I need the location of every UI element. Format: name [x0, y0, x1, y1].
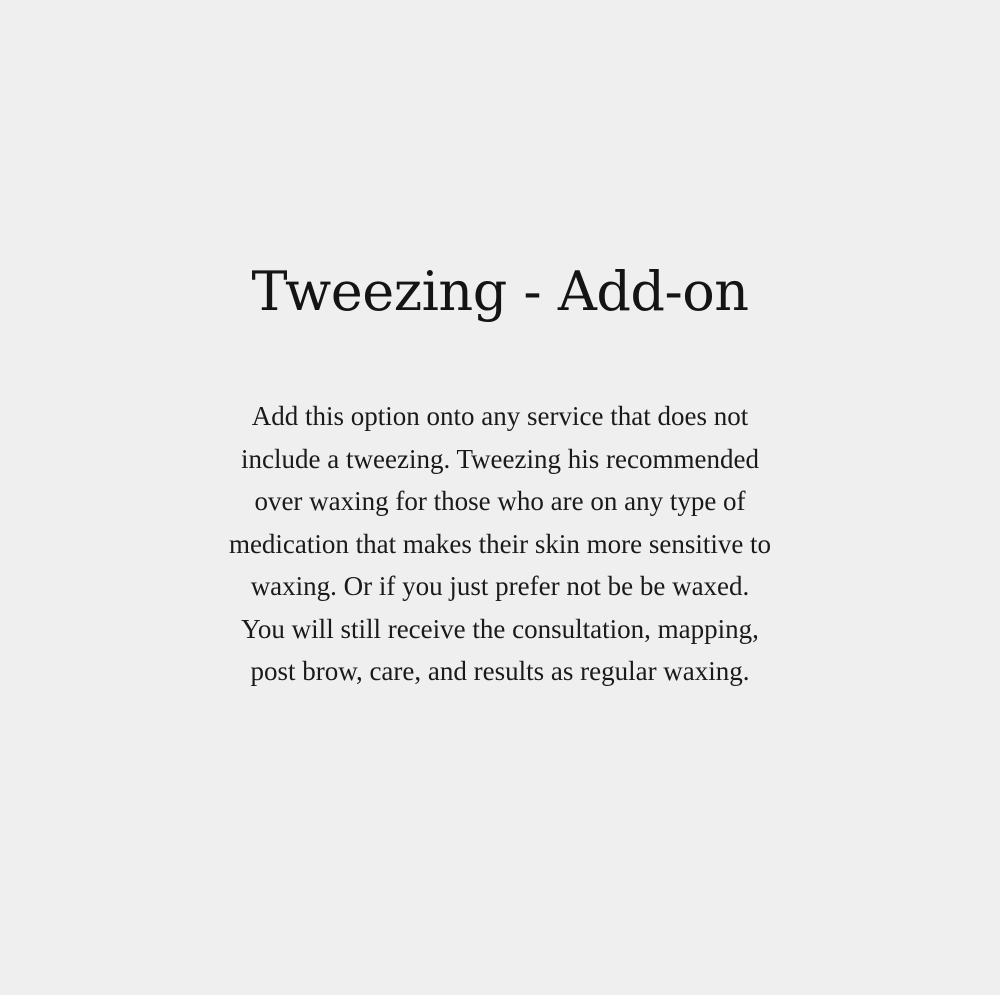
description-line: post brow, care, and results as regular waxing.	[250, 656, 750, 686]
description-line: waxing. Or if you just prefer not be be waxed.	[250, 571, 750, 601]
service-title: Tweezing - Add-on	[251, 260, 749, 323]
service-description	[170, 395, 830, 693]
description-line: Add this option onto any service that does not	[251, 401, 749, 431]
description-line: You will still receive the consultation, mapping,	[241, 613, 759, 644]
description-line: medication that makes their skin more sensitive to	[228, 528, 772, 559]
description-line: include a tweezing. Tweezing his recommended	[241, 443, 759, 474]
description-line: over waxing for those who are on any type of	[254, 486, 746, 516]
